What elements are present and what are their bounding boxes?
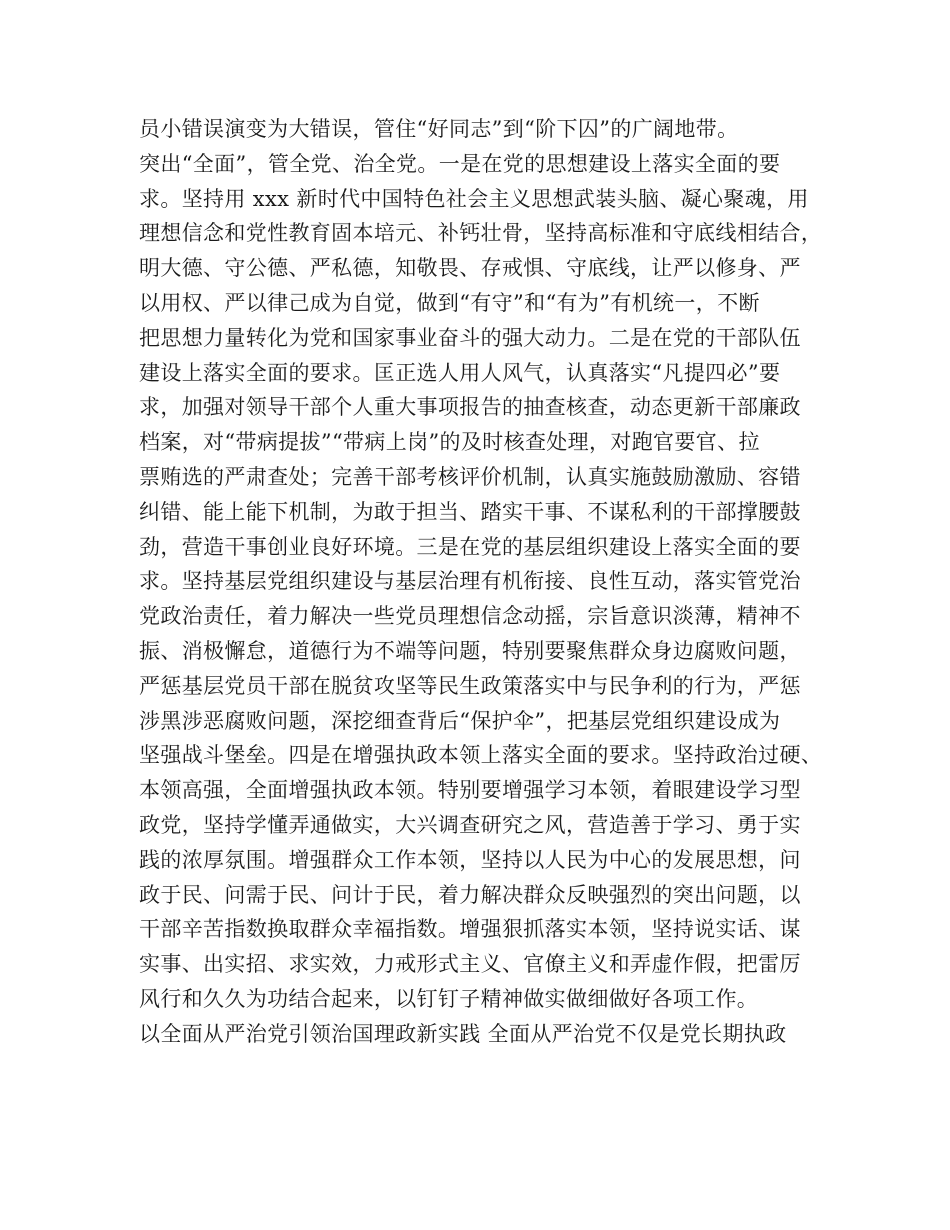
text-line: 求。坚持基层党组织建设与基层治理有机衔接、良性互动，落实管党治 <box>139 569 801 594</box>
text-line: 政于民、问需于民、问计于民，着力解决群众反映强烈的突出问题，以 <box>139 882 801 907</box>
text-line: 把思想力量转化为党和国家事业奋斗的强大动力。二是在党的干部队伍 <box>139 325 801 350</box>
text-line: 理想信念和党性教育固本培元、补钙壮骨，坚持高标准和守底线相结合， <box>139 221 823 246</box>
text-line: 以全面从严治党引领治国理政新实践 全面从严治党不仅是党长期执政 <box>139 1021 787 1046</box>
text-line: 党政治责任，着力解决一些党员理想信念动摇，宗旨意识淡薄，精神不 <box>139 604 801 629</box>
text-line: 涉黑涉恶腐败问题，深挖细查背后“保护伞”，把基层党组织建设成为 <box>139 708 781 733</box>
text-line: 求，加强对领导干部个人重大事项报告的抽查核查，动态更新干部廉政 <box>139 395 801 420</box>
text-line: 明大德、守公德、严私德，知敬畏、存戒惧、守底线，让严以修身、严 <box>139 256 801 281</box>
text-line: 档案，对“带病提拔”“带病上岗”的及时核查处理，对跑官要官、拉 <box>139 430 760 455</box>
text-line: 践的浓厚氛围。增强群众工作本领，坚持以人民为中心的发展思想，问 <box>139 847 801 872</box>
text-line: 严惩基层党员干部在脱贫攻坚等民生政策落实中与民争利的行为，严惩 <box>139 673 801 698</box>
text-line: 员小错误演变为大错误，管住“好同志”到“阶下囚”的广阔地带。 <box>139 117 739 141</box>
text-line: 坚强战斗堡垒。四是在增强执政本领上落实全面的要求。坚持政治过硬、 <box>139 743 823 768</box>
text-line: 振、消极懈怠，道德行为不端等问题，特别要聚焦群众身边腐败问题， <box>139 638 801 663</box>
text-line: 干部辛苦指数换取群众幸福指数。增强狠抓落实本领，坚持说实话、谋 <box>139 917 801 942</box>
text-line: 风行和久久为功结合起来，以钉钉子精神做实做细做好各项工作。 <box>139 986 759 1011</box>
text-line: 求。坚持用 xxx 新时代中国特色社会主义思想武装头脑、凝心聚魂，用 <box>139 186 809 211</box>
text-line: 纠错、能上能下机制，为敢于担当、踏实干事、不谋私利的干部撑腰鼓 <box>139 499 801 524</box>
text-line: 票贿选的严肃查处；完善干部考核评价机制，认真实施鼓励激励、容错 <box>139 464 801 489</box>
text-line: 劲，营造干事创业良好环境。三是在党的基层组织建设上落实全面的要 <box>139 534 801 559</box>
text-line: 建设上落实全面的要求。匡正选人用人风气，认真落实“凡提四必”要 <box>139 360 781 385</box>
body-text <box>139 112 829 1052</box>
text-line: 以用权、严以律己成为自觉，做到“有守”和“有为”有机统一，不断 <box>139 290 760 315</box>
text-line: 政党，坚持学懂弄通做实，大兴调查研究之风，营造善于学习、勇于实 <box>139 812 801 837</box>
text-line: 实事、出实招、求实效，力戒形式主义、官僚主义和弄虚作假，把雷厉 <box>139 952 801 977</box>
text-line: 本领高强，全面增强执政本领。特别要增强学习本领，着眼建设学习型 <box>139 778 801 803</box>
text-line: 突出“全面”，管全党、治全党。一是在党的思想建设上落实全面的要 <box>139 151 781 176</box>
